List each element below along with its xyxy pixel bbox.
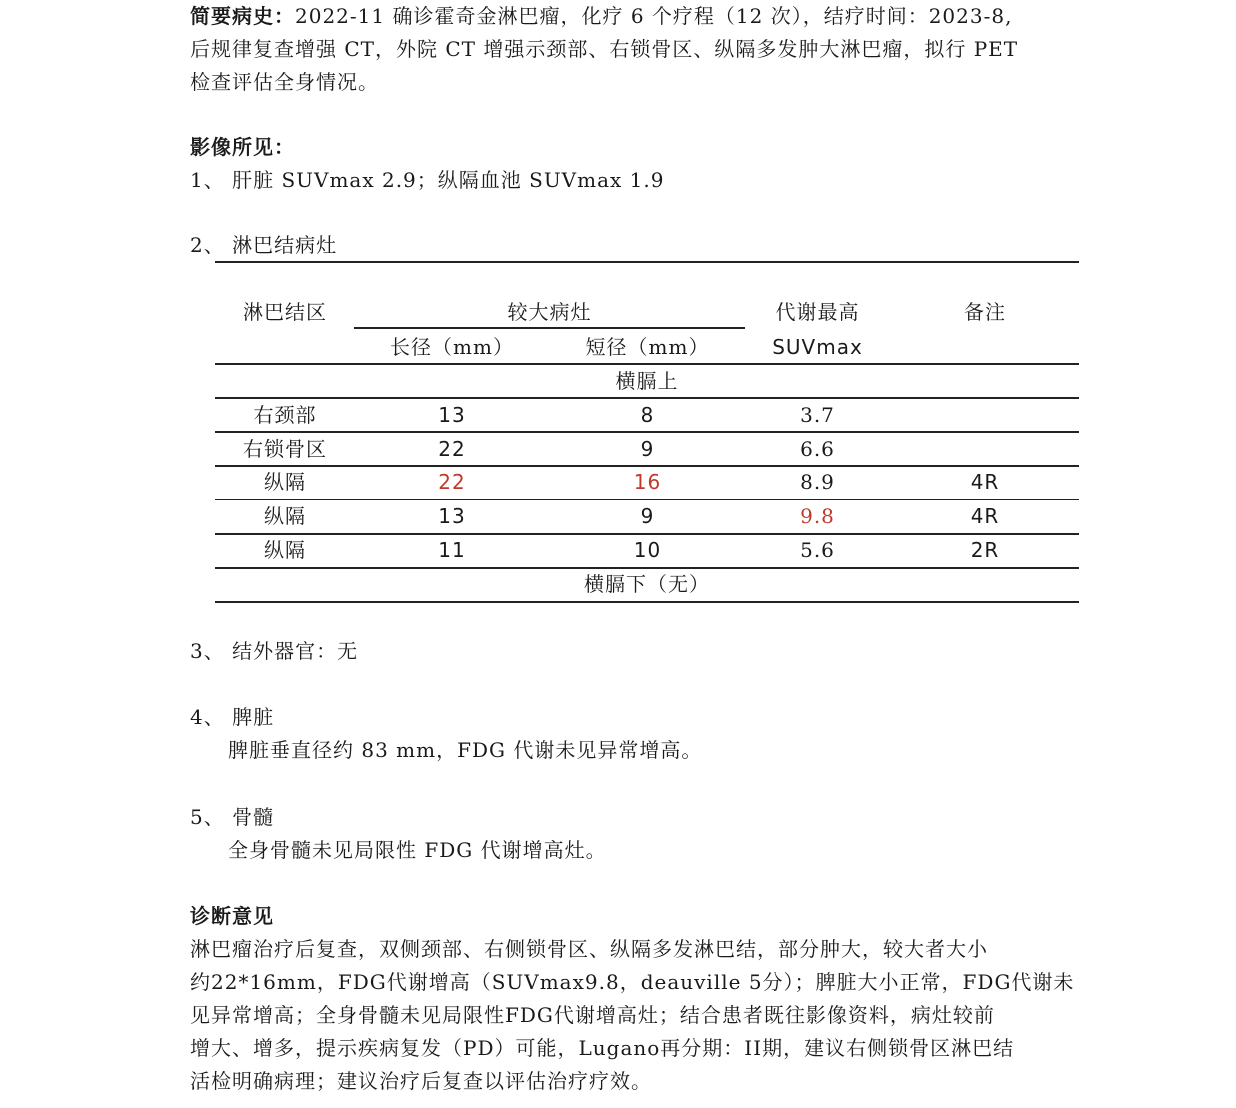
row-rule <box>215 397 1079 399</box>
diagnosis-heading: 诊断意见 <box>190 904 274 928</box>
row-rule <box>215 499 1079 500</box>
row-1-suv: 3.7 <box>800 403 835 427</box>
findings-item-1: 1、 肝脏 SUVmax 2.9；纵隔血池 SUVmax 1.9 <box>190 168 665 192</box>
row-4-region: 纵隔 <box>264 504 306 528</box>
history-line-2: 后规律复查增强 CT，外院 CT 增强示颈部、右锁骨区、纵隔多发肿大淋巴瘤，拟行 PET <box>190 37 1019 61</box>
row-5-long: 11 <box>438 538 466 562</box>
header-metabolic-max: 代谢最高 <box>775 300 860 324</box>
row-1-long: 13 <box>438 403 466 427</box>
header-long-axis: 长径（mm） <box>390 335 514 359</box>
header-sub-rule <box>354 327 745 329</box>
row-3-long: 22 <box>438 470 466 494</box>
row-3-region: 纵隔 <box>264 470 306 494</box>
findings-heading: 影像所见： <box>190 135 295 159</box>
history-text-1: 2022-11 确诊霍奇金淋巴瘤，化疗 6 个疗程（12 次），结疗时间：2023-8, <box>295 4 1013 28</box>
header-remarks: 备注 <box>964 300 1006 324</box>
header-short-axis: 短径（mm） <box>585 335 710 359</box>
table-bottom-rule <box>215 601 1079 603</box>
header-suvmax: SUVmax <box>772 335 863 359</box>
findings-item-5-text: 全身骨髓未见局限性 FDG 代谢增高灶。 <box>228 838 607 862</box>
row-3-short: 16 <box>633 470 662 494</box>
diagnosis-line-5: 活检明确病理；建议治疗后复查以评估治疗疗效。 <box>190 1069 652 1093</box>
row-2-short: 9 <box>640 437 655 461</box>
row-4-note: 4R <box>970 504 1000 528</box>
findings-item-5-title: 5、 骨髓 <box>190 805 275 829</box>
row-4-long: 13 <box>438 504 466 528</box>
row-2-suv: 6.6 <box>800 437 835 461</box>
row-2-long: 22 <box>438 437 466 461</box>
findings-item-3: 3、 结外器官：无 <box>190 639 359 663</box>
header-larger-lesion: 较大病灶 <box>507 300 592 324</box>
row-4-short: 9 <box>640 504 655 528</box>
header-bottom-rule <box>215 363 1079 365</box>
row-5-note: 2R <box>970 538 1000 562</box>
row-rule <box>215 431 1079 433</box>
findings-item-4-text: 脾脏垂直径约 83 mm，FDG 代谢未见异常增高。 <box>228 738 703 762</box>
diagnosis-line-3: 见异常增高；全身骨髓未见局限性FDG代谢增高灶；结合患者既往影像资料，病灶较前 <box>190 1003 995 1027</box>
findings-item-4-title: 4、 脾脏 <box>190 705 275 729</box>
row-5-suv: 5.6 <box>800 538 835 562</box>
row-2-region: 右锁骨区 <box>243 437 327 461</box>
row-3-suv: 8.9 <box>800 470 835 494</box>
diagnosis-line-2: 约22*16mm，FDG代谢增高（SUVmax9.8，deauville 5分）；脾脏大小正常，FDG代谢未 <box>190 970 1075 994</box>
row-5-region: 纵隔 <box>264 538 306 562</box>
history-label: 简要病史： <box>190 4 295 28</box>
header-node-region: 淋巴结区 <box>243 300 327 324</box>
row-5-short: 10 <box>633 538 662 562</box>
diagnosis-line-4: 增大、增多，提示疾病复发（PD）可能，Lugano再分期：II期，建议右侧锁骨区淋巴结 <box>190 1036 1015 1060</box>
row-1-region: 右颈部 <box>253 403 317 427</box>
findings-item-2: 2、 淋巴结病灶 <box>190 233 338 257</box>
history-line-1 <box>190 0 1012 33</box>
above-diaphragm-label: 横膈上 <box>615 369 679 393</box>
history-line-3: 检查评估全身情况。 <box>190 70 379 94</box>
row-3-note: 4R <box>970 470 1000 494</box>
below-diaphragm-label: 横膈下（无） <box>584 572 710 596</box>
table-top-rule <box>215 261 1079 263</box>
row-4-suv: 9.8 <box>800 504 835 528</box>
row-1-short: 8 <box>640 403 655 427</box>
diagnosis-line-1: 淋巴瘤治疗后复查，双侧颈部、右侧锁骨区、纵隔多发淋巴结，部分肿大，较大者大小 <box>190 937 988 961</box>
